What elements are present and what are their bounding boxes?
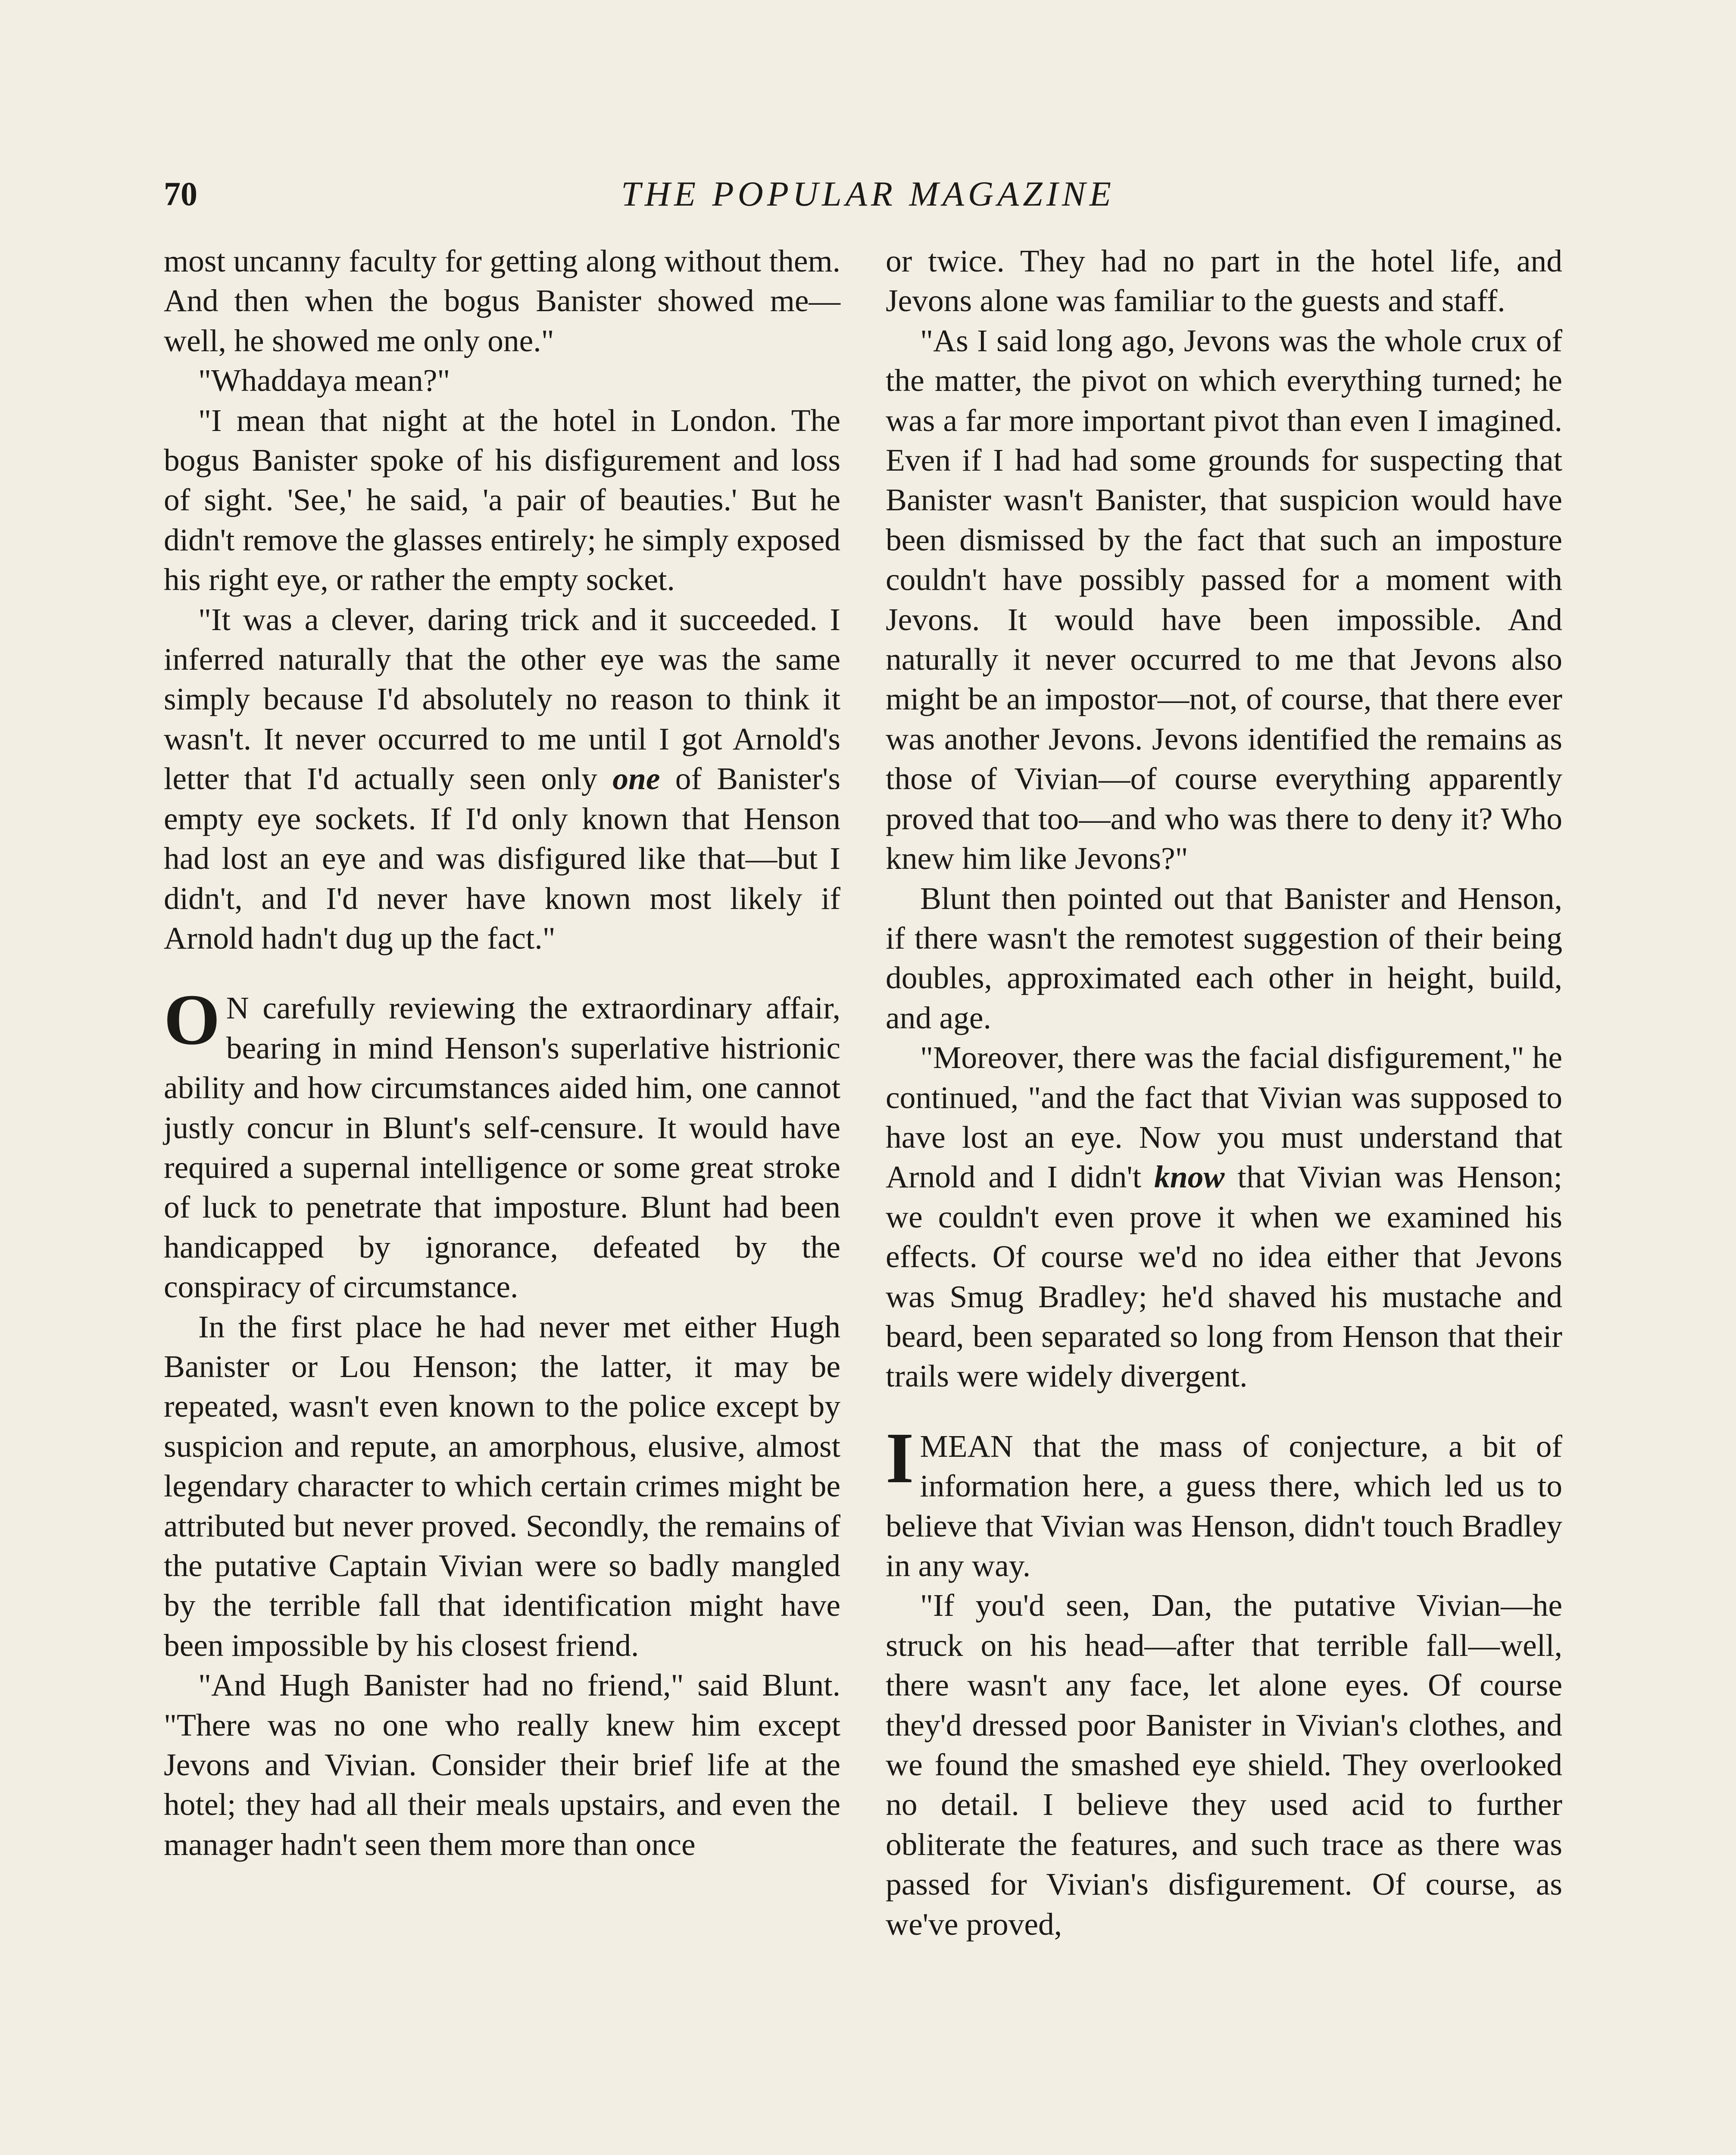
emphasized-word: one [612,761,660,796]
section-opening [164,980,840,1307]
text-run: "It was a clever, daring trick and it succeeded. I inferred naturally that the other eye was the same simply because I'd absolutely no reason to think it wasn't. It never occurred to me until I got Arnold's letter that I'd actually seen only [164,602,840,796]
paragraph: or twice. They had no part in the hotel life, and Jevons alone was familiar to the guests and staff. [886,244,1562,319]
left-column [164,241,840,1865]
emphasized-word: know [1154,1159,1225,1195]
page-header [164,168,1572,220]
paragraph: "If you'd seen, Dan, the putative Vivian—he struck on his head—after that terrible fall—well, there wasn't any face, let alone eyes. Of course they'd dressed poor Banister in Vivian's clothes, and we found the smashed eye shield. They overlooked no detail. I believe they used acid to further obliterate the features, and such trace as there was passed for Vivian's disfigurement. Of course, as we've proved, [886,1588,1562,1942]
paragraph [886,1038,1562,1396]
paragraph [164,600,840,959]
text-run: that Vivian was Henson; we couldn't even prove it when we examined his effects. Of course we'd no idea either that Jevons was Smug Bradley; he'd shaved his mustache and beard, been separated so long from Henson that their trails were widely divergent. [886,1159,1562,1394]
paragraph: "As I said long ago, Jevons was the whole crux of the matter, the pivot on which everything turned; he was a far more important pivot than even I imagined. Even if I had had some grounds for suspecting that Banister wasn't Banister, that suspicion would have been dismissed by the fact that such an imposture couldn't have possibly passed for a moment with Jevons. It would have been impossible. And naturally it never occurred to me that Jevons also might be an impostor—not, of course, that there ever was another Jevons. Jevons identified the remains as those of Vivian—of course everything apparently proved that too—and who was there to deny it? Who knew him like Jevons?" [886,323,1562,876]
right-column [886,241,1562,1944]
paragraph: "And Hugh Banister had no friend," said Blunt. "There was no one who really knew him except Jevons and Vivian. Consider their brief life at the hotel; they had all their meals upstairs, and even the manager hadn't seen them more than once [164,1668,840,1862]
paragraph: In the first place he had never met either Hugh Banister or Lou Henson; the latter, it may be repeated, wasn't even known to the police except by suspicion and repute, an amorphous, elusive, almost legendary character to which certain crimes might be attributed but never proved. Secondly, the remains of the putative Captain Vivian were so badly mangled by the terrible fall that identification might have been impossible by his closest friend. [164,1309,840,1663]
page-number: 70 [164,175,197,212]
text-run: of Banister's empty eye sockets. If I'd only known that Henson had lost an eye and was disfigured like that—but I didn't, and I'd never have known most likely if Arnold hadn't dug up the fact." [164,761,840,956]
paragraph: most uncanny faculty for getting along without them. And then when the bogus Banister showed me—well, he showed me only one." [164,244,840,358]
drop-cap: I [886,1418,914,1498]
paragraph: Blunt then pointed out that Banister and Henson, if there wasn't the remotest suggestion of their being doubles, approximated each other in height, build, and age. [886,881,1562,1035]
text-run: MEAN that the mass of conjecture, a bit of information here, a guess there, which led us to believe that Vivian was Henson, didn't touch Bradley in any way. [886,1428,1562,1583]
magazine-title: THE POPULAR MAGAZINE [621,174,1115,213]
paragraph: "I mean that night at the hotel in London. The bogus Banister spoke of his disfigurement and loss of sight. 'See,' he said, 'a pair of beauties.' But he didn't remove the glasses entirely; he simply exposed his right eye, or rather the empty socket. [164,403,840,597]
text-run: "Moreover, there was the facial disfigurement," he continued, "and the fact that Vivian was supposed to have lost an eye. Now you must understand that Arnold and I didn't [886,1040,1562,1195]
text-run: N carefully reviewing the extraordinary affair, bearing in mind Henson's superlative histrionic ability and how circumstances aided him, one cannot justly concur in Blunt's self-censure. It would have required a supernal intelligence or some great stroke of luck to penetrate that imposture. Blunt had been handicapped by ignorance, defeated by the conspiracy of circumstance. [164,990,840,1305]
paragraph: "Whaddaya mean?" [198,363,450,398]
section-opening [886,1418,1562,1586]
drop-cap: O [164,980,220,1060]
